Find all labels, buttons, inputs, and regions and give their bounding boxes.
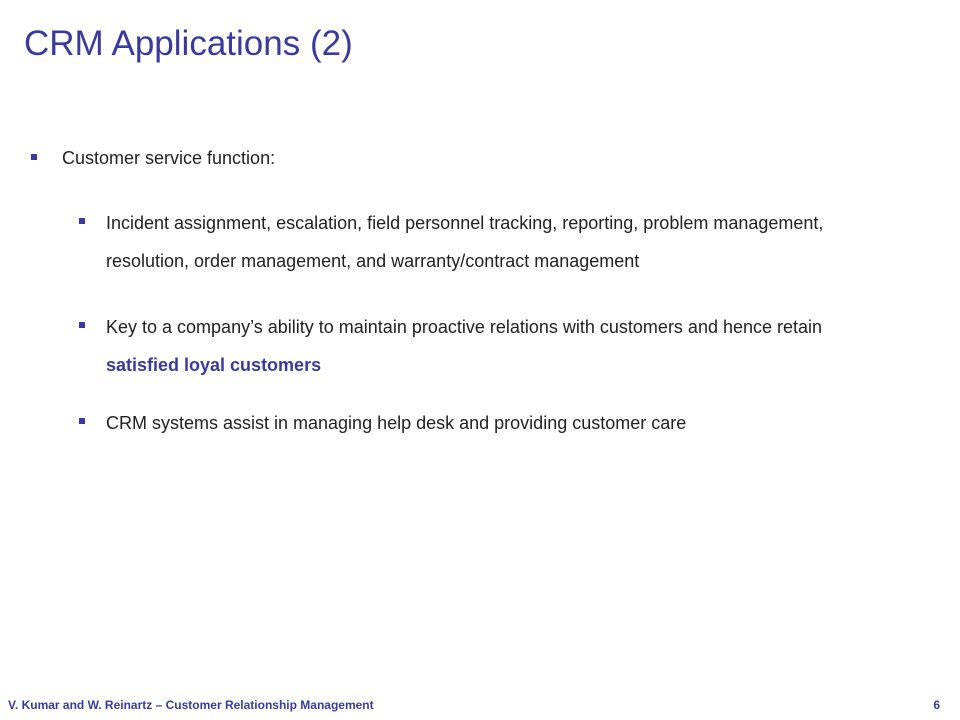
main-bullet-item (31, 145, 275, 171)
square-bullet-icon (31, 154, 37, 160)
square-bullet-icon (79, 218, 85, 224)
sub-bullet-text: CRM systems assist in managing help desk and providing customer care (106, 413, 687, 433)
square-bullet-icon (79, 322, 85, 328)
sub-bullet-text (106, 308, 876, 384)
main-bullet-text: Customer service function: (62, 148, 276, 168)
sub-bullet-item (79, 204, 876, 280)
sub-bullet-text: Incident assignment, escalation, field personnel tracking, reporting, problem management, resolution, order management, and warranty/contract management (106, 213, 824, 271)
slide-title: CRM Applications (2) (24, 24, 353, 63)
sub-bullet-item (79, 404, 876, 442)
square-bullet-icon (79, 418, 85, 424)
footer-citation: V. Kumar and W. Reinartz – Customer Relationship Management (8, 698, 374, 712)
page-number: 6 (933, 698, 940, 712)
sub-bullet-text-plain: Key to a company’s ability to maintain proactive relations with customers and hence retain (106, 317, 823, 337)
emphasis-text: satisfied loyal customers (106, 355, 322, 375)
sub-bullet-item (79, 308, 876, 384)
